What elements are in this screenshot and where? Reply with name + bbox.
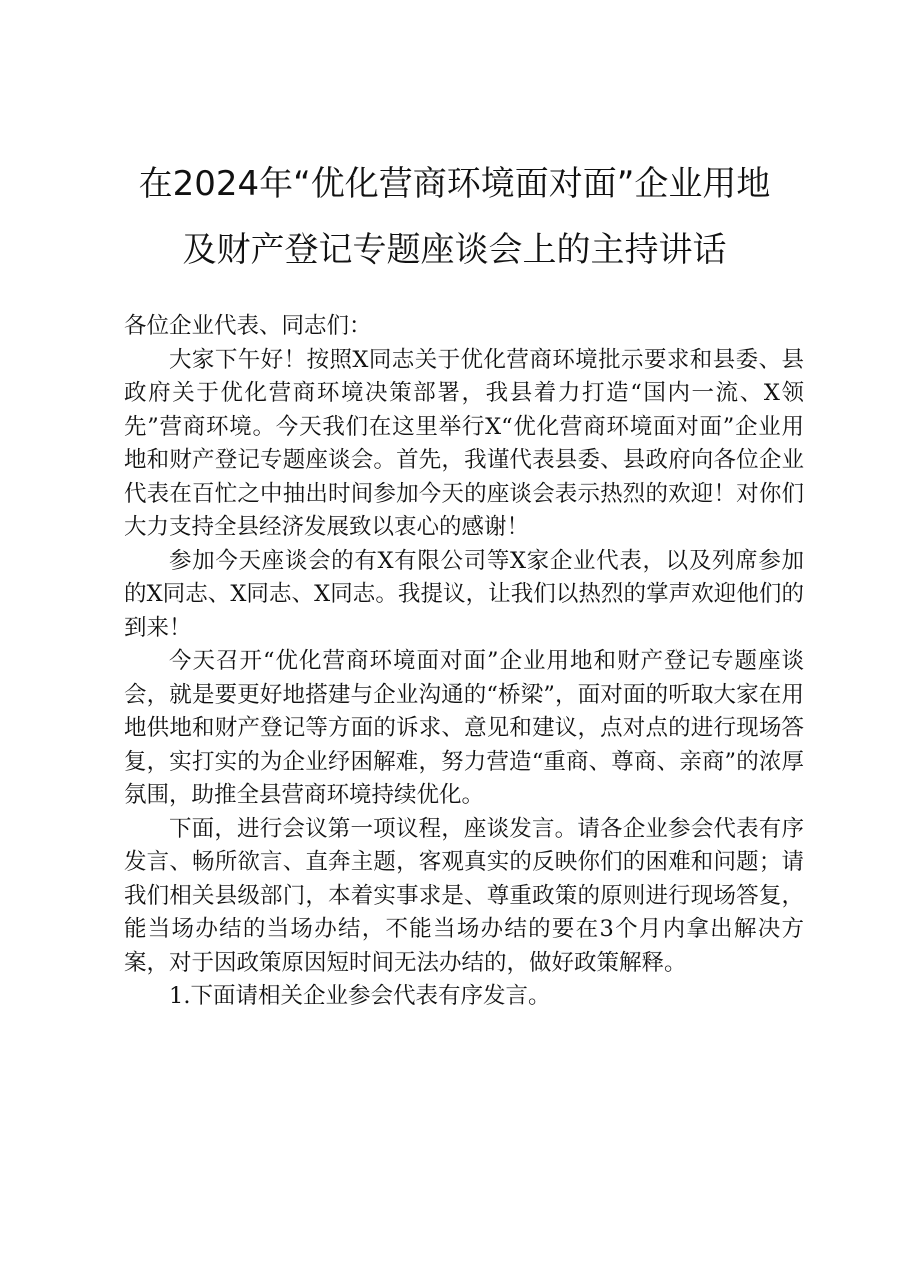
paragraph-agenda: 下面，进行会议第一项议程，座谈发言。请各企业参会代表有序发言、畅所欲言、直奔主题，客观真实的反映你们的困难和问题；请我们相关县级部门，本着实事求是、尊重政策的原则进行现场答复，能当场办结的当场办结，不能当场办结的要在3个月内拿出解决方案，对于因政策原因短时间无法办结的，做好政策解释。 bbox=[124, 815, 804, 976]
paragraph-attendees: 参加今天座谈会的有X有限公司等X家企业代表，以及列席参加的X同志、X同志、X同志。我提议，让我们以热烈的掌声欢迎他们的到来！ bbox=[124, 547, 804, 641]
paragraph-item-1: 1.下面请相关企业参会代表有序发言。 bbox=[169, 983, 551, 1009]
document-title-line-1: 在2024年“优化营商环境面对面”企业用地 bbox=[138, 164, 771, 204]
document-title-line-2: 及财产登记专题座谈会上的主持讲话 bbox=[182, 230, 727, 270]
salutation: 各位企业代表、同志们： bbox=[124, 313, 372, 339]
document-body bbox=[124, 310, 804, 1014]
paragraph-purpose: 今天召开“优化营商环境面对面”企业用地和财产登记专题座谈会，就是要更好地搭建与企业沟通的“桥梁”，面对面的听取大家在用地供地和财产登记等方面的诉求、意见和建议，点对点的进行现场答复，实打实的为企业纾困解难，努力营造“重商、尊商、亲商”的浓厚氛围，助推全县营商环境持续优化。 bbox=[124, 648, 804, 808]
paragraph-opening: 大家下午好！按照X同志关于优化营商环境批示要求和县委、县政府关于优化营商环境决策部署，我县着力打造“国内一流、X领先”营商环境。今天我们在这里举行X“优化营商环境面对面”企业用地和财产登记专题座谈会。首先，我谨代表县委、县政府向各位企业代表在百忙之中抽出时间参加今天的座谈会表示热烈的欢迎！对你们大力支持全县经济发展致以衷心的感谢！ bbox=[124, 346, 804, 540]
